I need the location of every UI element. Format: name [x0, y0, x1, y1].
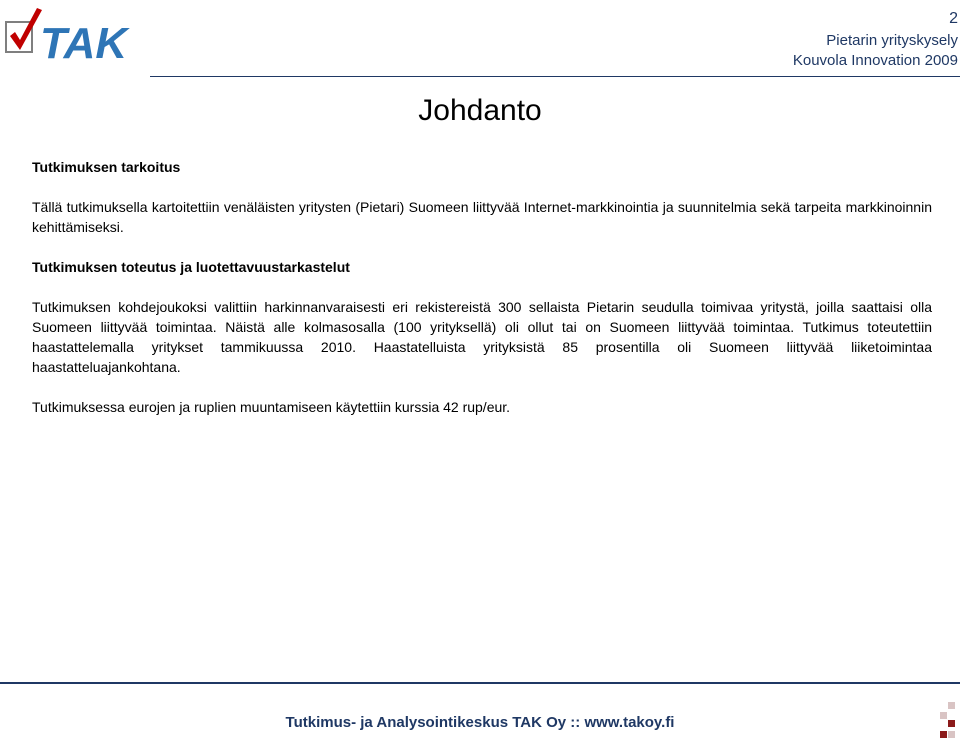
footer-square-decoration [948, 720, 955, 727]
section-heading-purpose: Tutkimuksen tarkoitus [32, 159, 181, 175]
footer-square-decoration [948, 731, 955, 738]
paragraph-method: Tutkimuksen kohdejoukoksi valittiin harkinnanvaraisesti eri rekistereistä 300 sellaista Pietarin seudulla toimivaa yritystä, joilla saattaisi olla Suomeen liittyvää toimintaa. Näistä alle kolmasosalla (100 yrityksellä) oli ollut tai on Suomeen liittyvää toimintaa. Tutkimus toteutettiin haastattelemalla yritykset tammikuussa 2010. Haastatelluista yrityksistä 85 prosentilla oli Suomeen liittyvää liiketoimintaa haastatteluajankohtana. [32, 299, 932, 375]
page-title: Johdanto [418, 94, 542, 127]
paragraph-purpose: Tällä tutkimuksella kartoitettiin venäläisten yritysten (Pietari) Suomeen liittyvää Internet-markkinointia ja suunnitelmia sekä tarpeita markkinoinnin kehittämiseksi. [32, 199, 932, 235]
document-title: Pietarin yrityskysely [826, 32, 958, 49]
footer-text: Tutkimus- ja Analysointikeskus TAK Oy :: www.takoy.fi [285, 714, 675, 731]
footer-divider [0, 682, 960, 684]
footer-square-decoration [940, 731, 947, 738]
header-divider [150, 76, 960, 77]
tak-logo [4, 4, 144, 66]
paragraph-exchange-rate: Tutkimuksessa eurojen ja ruplien muuntamiseen käytettiin kurssia 42 rup/eur. [32, 399, 511, 415]
page-number: 2 [949, 10, 958, 27]
footer-square-decoration [948, 702, 955, 709]
tak-logo-graphic [4, 4, 144, 66]
document-subtitle: Kouvola Innovation 2009 [792, 52, 958, 69]
footer-square-decoration [940, 712, 947, 719]
svg-text:TAK: TAK [40, 19, 128, 66]
section-heading-method: Tutkimuksen toteutus ja luotettavuustarkastelut [32, 259, 350, 275]
